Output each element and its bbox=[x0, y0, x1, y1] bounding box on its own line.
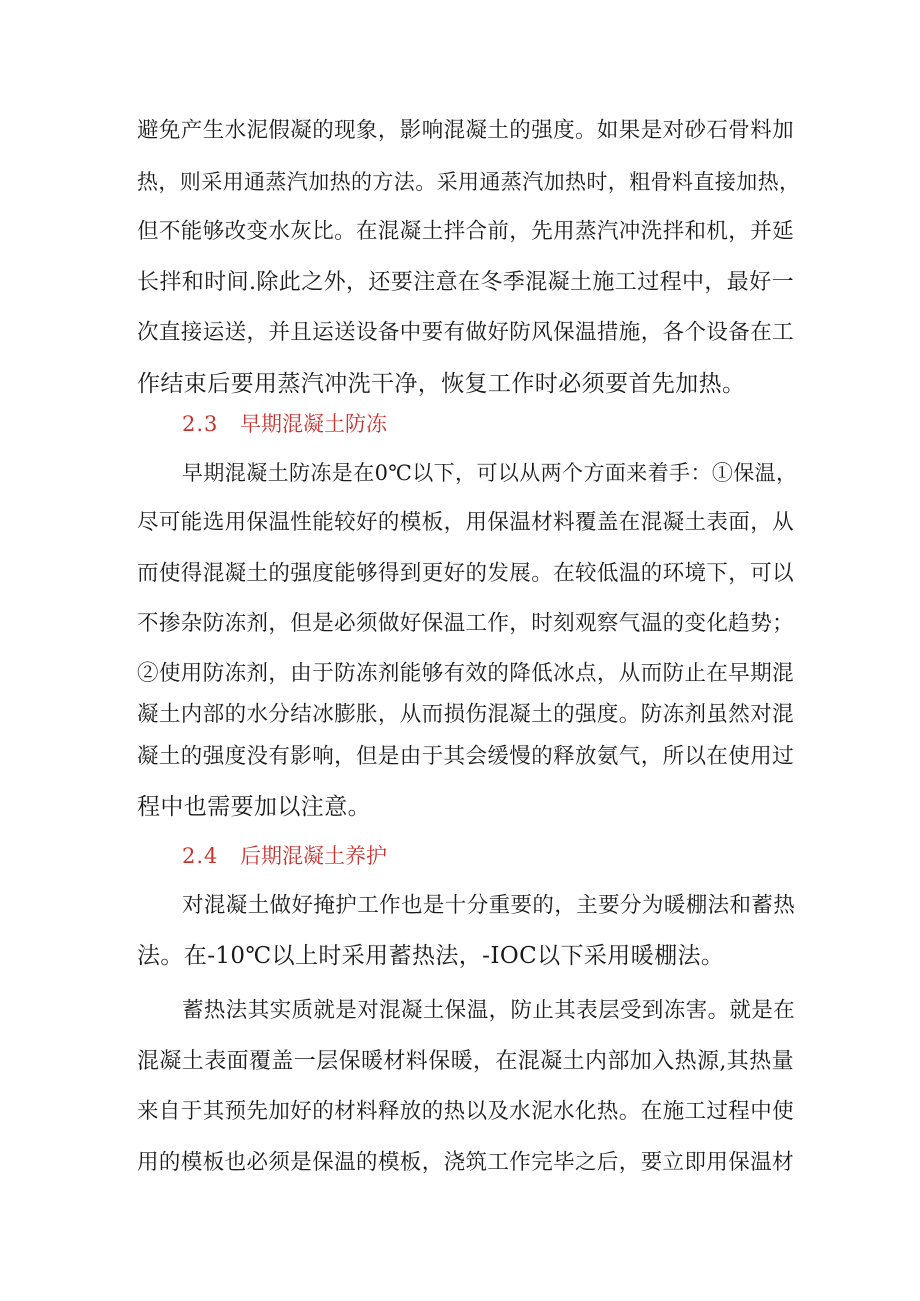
text-line: 但不能够改变水灰比。在混凝土拌合前，先用蒸汽冲洗拌和机，并延 bbox=[137, 219, 795, 244]
text-line: 用的模板也必须是保温的模板，浇筑工作完毕之后，要立即用保温材 bbox=[137, 1150, 795, 1175]
text-line: 不掺杂防冻剂，但是必须做好保温工作，时刻观察气温的变化趋势； bbox=[137, 611, 795, 636]
text-line: 早期混凝土防冻是在0℃以下，可以从两个方面来着手：①保温， bbox=[182, 461, 798, 485]
text-line: 蓄热法其实质就是对混凝土保温，防止其表层受到冻害。就是在 bbox=[182, 998, 796, 1023]
text-line: 次直接运送，并且运送设备中要有做好防风保温措施，各个设备在工 bbox=[137, 320, 795, 345]
section-heading-2-3 bbox=[182, 409, 387, 439]
text-line: 程中也需要加以注意。 bbox=[137, 794, 371, 820]
section-heading-2-4 bbox=[182, 841, 387, 871]
section-number: 2.4 bbox=[182, 844, 219, 868]
text-line: 作结束后要用蒸汽冲洗干净，恢复工作时必须要首先加热。 bbox=[137, 371, 746, 397]
text-line: 对混凝土做好掩护工作也是十分重要的，主要分为暖棚法和蓄热 bbox=[182, 893, 796, 918]
text-line: 尽可能选用保温性能较好的模板，用保温材料覆盖在混凝土表面，从 bbox=[137, 510, 795, 535]
text-line: 长拌和时间.除此之外，还要注意在冬季混凝土施工过程中，最好一 bbox=[137, 270, 794, 295]
text-line: 热，则采用通蒸汽加热的方法。采用通蒸汽加热时，粗骨料直接加热， bbox=[137, 170, 801, 194]
text-line: 凝土内部的水分结冰膨胀，从而损伤混凝土的强度。防冻剂虽然对混 bbox=[137, 702, 795, 727]
text-line: 凝土的强度没有影响，但是由于其会缓慢的释放氨气，所以在使用过 bbox=[137, 744, 795, 769]
text-line: 法。在-10℃以上时采用蓄热法，-IOC以下采用暖棚法。 bbox=[137, 943, 725, 969]
section-number: 2.3 bbox=[182, 412, 219, 436]
section-title: 早期混凝土防冻 bbox=[240, 412, 387, 436]
text-line: 混凝土表面覆盖一层保暖材料保暖，在混凝土内部加入热源,其热量 bbox=[137, 1049, 794, 1074]
section-title: 后期混凝土养护 bbox=[240, 844, 387, 868]
text-line: ②使用防冻剂，由于防冻剂能够有效的降低冰点，从而防止在早期混 bbox=[137, 661, 795, 686]
text-line: 避免产生水泥假凝的现象，影响混凝土的强度。如果是对砂石骨料加 bbox=[137, 118, 795, 143]
text-line: 来自于其预先加好的材料释放的热以及水泥水化热。在施工过程中使 bbox=[137, 1099, 795, 1124]
text-line: 而使得混凝土的强度能够得到更好的发展。在较低温的环境下，可以 bbox=[137, 561, 795, 586]
